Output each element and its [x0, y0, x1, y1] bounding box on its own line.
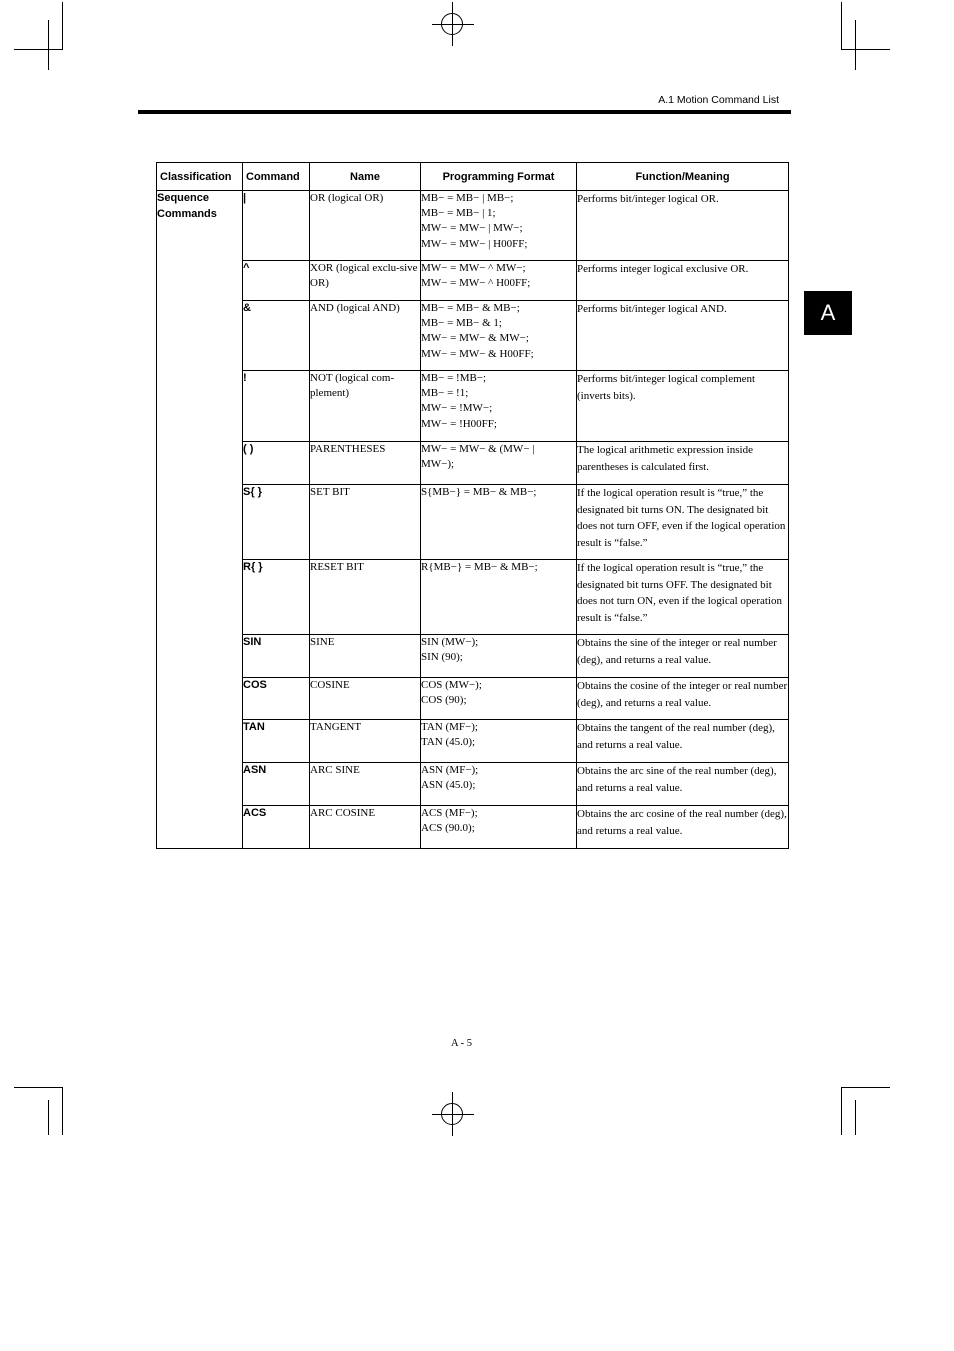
function-cell: Performs bit/integer logical AND. [577, 301, 789, 371]
format-line: MB− = MB− & MB−; [421, 302, 520, 314]
format-line: MB− = MB− & 1; [421, 317, 502, 330]
format-line: MW− = MW− & (MW− | [421, 443, 535, 455]
function-cell: Performs integer logical exclusive OR. [577, 261, 789, 301]
format-line: MW−); [421, 458, 455, 471]
format-line: MW− = MW− & MW−; [421, 332, 529, 345]
format-line: MW− = MW− | H00FF; [421, 237, 528, 250]
format-line: TAN (MF−); [421, 721, 478, 733]
format-line: MW− = !MW−; [421, 402, 493, 415]
table-row [157, 560, 789, 635]
header-command: Command [243, 163, 310, 191]
name-cell: TANGENT [310, 720, 421, 763]
classification-label: Sequence Commands [157, 192, 217, 220]
appendix-tab: A [804, 291, 852, 335]
command-cell: | [243, 191, 310, 261]
format-line: MB− = MB− | 1; [421, 207, 496, 220]
function-cell: Obtains the arc sine of the real number (deg), and returns a real value. [577, 763, 789, 806]
table-row [157, 191, 789, 261]
classification-cell [157, 191, 243, 849]
function-cell: The logical arithmetic expression inside parentheses is calculated first. [577, 442, 789, 485]
format-cell [421, 635, 577, 678]
name-cell: COSINE [310, 678, 421, 720]
format-cell [421, 191, 577, 261]
function-cell: Obtains the sine of the integer or real number (deg), and returns a real value. [577, 635, 789, 678]
header-rule [138, 110, 791, 114]
function-cell: If the logical operation result is “true,” the designated bit turns OFF. The designated bit does not turn ON, even if the logical operation result is “false.” [577, 560, 789, 635]
function-cell: Obtains the arc cosine of the real number (deg), and returns a real value. [577, 806, 789, 849]
name-cell: PARENTHESES [310, 442, 421, 485]
function-cell: Performs bit/integer logical complement (inverts bits). [577, 371, 789, 442]
command-cell: ^ [243, 261, 310, 301]
format-line: ASN (45.0); [421, 779, 476, 792]
format-cell [421, 301, 577, 371]
command-cell: ACS [243, 806, 310, 849]
format-line: R{MB−} = MB− & MB−; [421, 561, 538, 573]
format-line: ASN (MF−); [421, 764, 479, 776]
name-cell: ARC COSINE [310, 806, 421, 849]
table-row [157, 485, 789, 560]
format-line: MB− = !1; [421, 387, 469, 400]
command-cell: TAN [243, 720, 310, 763]
command-cell: COS [243, 678, 310, 720]
table-row [157, 678, 789, 720]
format-cell [421, 763, 577, 806]
name-cell: NOT (logical com-plement) [310, 371, 421, 442]
function-cell: Obtains the tangent of the real number (deg), and returns a real value. [577, 720, 789, 763]
format-line: ACS (MF−); [421, 807, 478, 819]
format-cell [421, 806, 577, 849]
function-cell: Performs bit/integer logical OR. [577, 191, 789, 261]
header-function-meaning: Function/Meaning [577, 163, 789, 191]
name-cell: XOR (logical exclu-sive OR) [310, 261, 421, 301]
name-cell: SET BIT [310, 485, 421, 560]
name-cell: ARC SINE [310, 763, 421, 806]
format-cell [421, 485, 577, 560]
table-row [157, 763, 789, 806]
function-cell: Obtains the cosine of the integer or real number (deg), and returns a real value. [577, 678, 789, 720]
format-line: S{MB−} = MB− & MB−; [421, 486, 537, 498]
command-cell: ASN [243, 763, 310, 806]
table-row [157, 261, 789, 301]
header-name: Name [310, 163, 421, 191]
page-number: A - 5 [451, 1038, 472, 1049]
format-line: MW− = MW− ^ H00FF; [421, 277, 531, 290]
table-row [157, 442, 789, 485]
format-line: MB− = !MB−; [421, 372, 487, 384]
name-cell: OR (logical OR) [310, 191, 421, 261]
function-cell: If the logical operation result is “true,” the designated bit turns ON. The designated bit does not turn OFF, even if the logical operation result is “false.” [577, 485, 789, 560]
command-cell: S{ } [243, 485, 310, 560]
format-line: MW− = MW− | MW−; [421, 222, 523, 235]
table-row [157, 806, 789, 849]
name-cell: RESET BIT [310, 560, 421, 635]
table-row [157, 635, 789, 678]
format-cell [421, 442, 577, 485]
command-cell: ( ) [243, 442, 310, 485]
format-line: COS (MW−); [421, 679, 482, 691]
format-cell [421, 261, 577, 301]
motion-command-table [156, 162, 789, 849]
name-cell: AND (logical AND) [310, 301, 421, 371]
command-cell: & [243, 301, 310, 371]
format-cell [421, 371, 577, 442]
header-programming-format: Programming Format [421, 163, 577, 191]
format-cell [421, 720, 577, 763]
table-row [157, 371, 789, 442]
format-line: MW− = MW− & H00FF; [421, 347, 534, 360]
format-cell [421, 678, 577, 720]
format-line: SIN (90); [421, 651, 463, 664]
table-header-row [157, 163, 789, 191]
table-row [157, 720, 789, 763]
header-classification: Classification [157, 163, 243, 191]
format-line: MB− = MB− | MB−; [421, 192, 514, 204]
command-cell: R{ } [243, 560, 310, 635]
table-row [157, 301, 789, 371]
command-cell: ! [243, 371, 310, 442]
format-line: ACS (90.0); [421, 822, 475, 835]
format-line: SIN (MW−); [421, 636, 479, 648]
format-cell [421, 560, 577, 635]
format-line: MW− = !H00FF; [421, 417, 497, 430]
format-line: COS (90); [421, 694, 467, 707]
format-line: MW− = MW− ^ MW−; [421, 262, 526, 274]
name-cell: SINE [310, 635, 421, 678]
command-cell: SIN [243, 635, 310, 678]
section-title: A.1 Motion Command List [658, 94, 779, 106]
format-line: TAN (45.0); [421, 736, 476, 749]
